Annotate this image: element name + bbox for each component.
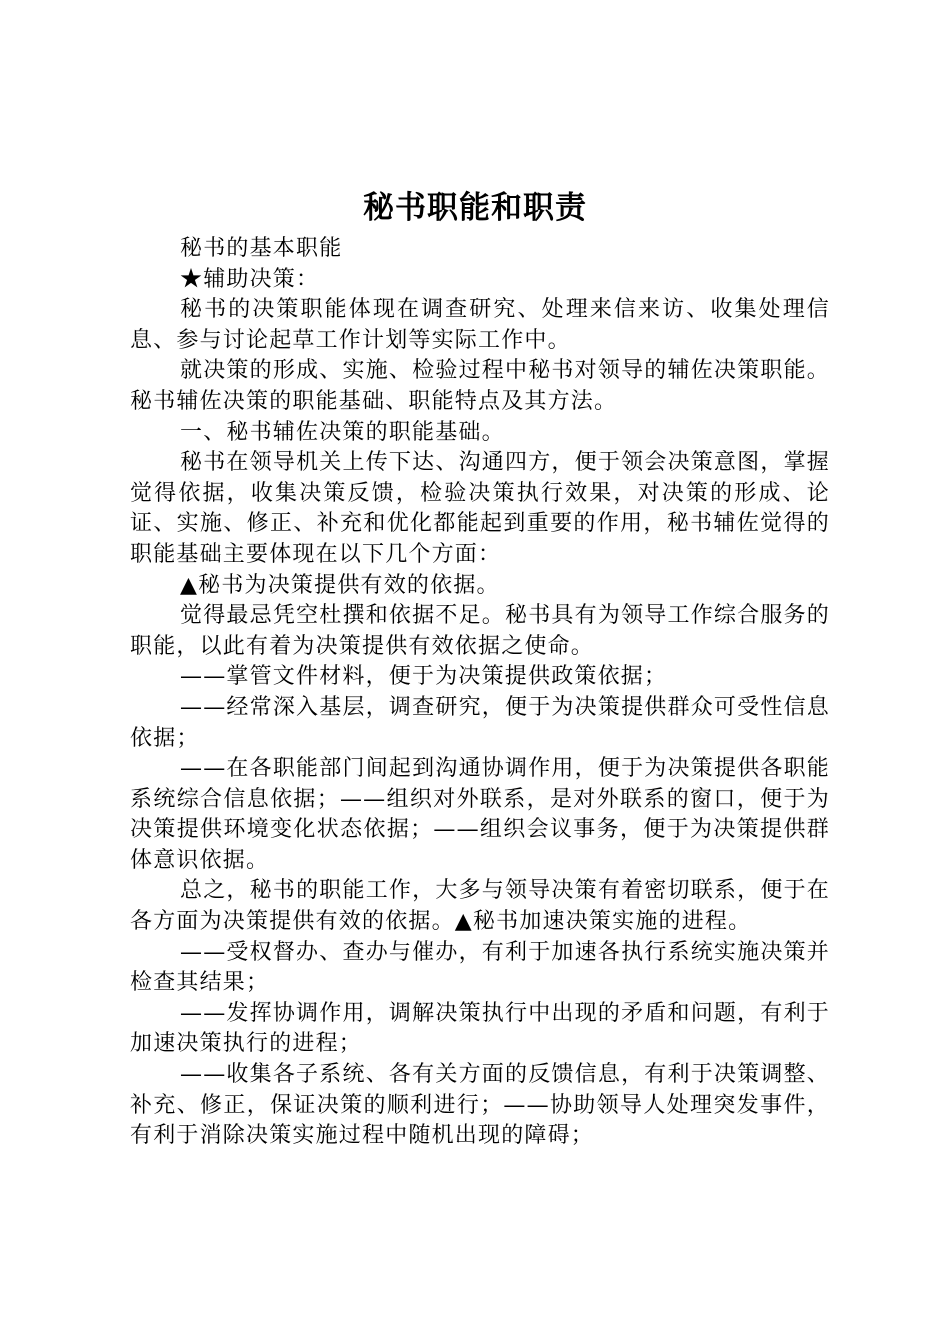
paragraph: 秘书的基本职能: [180, 236, 343, 261]
paragraph: 秘书的决策职能体现在调查研究、处理来信来访、收集处理信息、参与讨论起草工作计划等实际工作中。: [130, 297, 830, 353]
paragraph: 秘书在领导机关上传下达、沟通四方，便于领会决策意图，掌握觉得依据，收集决策反馈，检验决策执行效果，对决策的形成、论证、实施、修正、补充和优化都能起到重要的作用，秘书辅佐觉得的职能基础主要体现在以下几个方面：: [130, 450, 830, 567]
paragraph: ——收集各子系统、各有关方面的反馈信息，有利于决策调整、补充、修正，保证决策的顺利进行；——协助领导人处理突发事件，有利于消除决策实施过程中随机出现的障碍；: [130, 1062, 830, 1149]
document-title: 秘书职能和职责: [363, 190, 587, 226]
paragraph: ——在各职能部门间起到沟通协调作用，便于为决策提供各职能系统综合信息依据；——组织对外联系，是对外联系的窗口，便于为决策提供环境变化状态依据；——组织会议事务，便于为决策提供群体意识依据。: [130, 756, 830, 873]
paragraph: ——经常深入基层，调查研究，便于为决策提供群众可受性信息依据；: [130, 694, 830, 751]
paragraph: ▲秘书为决策提供有效的依据。: [180, 572, 500, 598]
paragraph: 总之，秘书的职能工作，大多与领导决策有着密切联系，便于在各方面为决策提供有效的依据。▲秘书加速决策实施的进程。: [130, 878, 830, 935]
paragraph: 一、秘书辅佐决策的职能基础。: [180, 419, 505, 445]
document-body: [130, 234, 830, 1152]
paragraph: 觉得最忌凭空杜撰和依据不足。秘书具有为领导工作综合服务的职能，以此有着为决策提供有效依据之使命。: [130, 603, 830, 659]
paragraph: ——掌管文件材料，便于为决策提供政策依据；: [180, 664, 668, 690]
paragraph: 就决策的形成、实施、检验过程中秘书对领导的辅佐决策职能。秘书辅佐决策的职能基础、职能特点及其方法。: [130, 358, 830, 414]
paragraph: ★辅助决策：: [180, 266, 320, 292]
paragraph: ——受权督办、查办与催办，有利于加速各执行系统实施决策并检查其结果；: [130, 939, 830, 996]
paragraph: ——发挥协调作用，调解决策执行中出现的矛盾和问题，有利于加速决策执行的进程；: [130, 1000, 830, 1057]
